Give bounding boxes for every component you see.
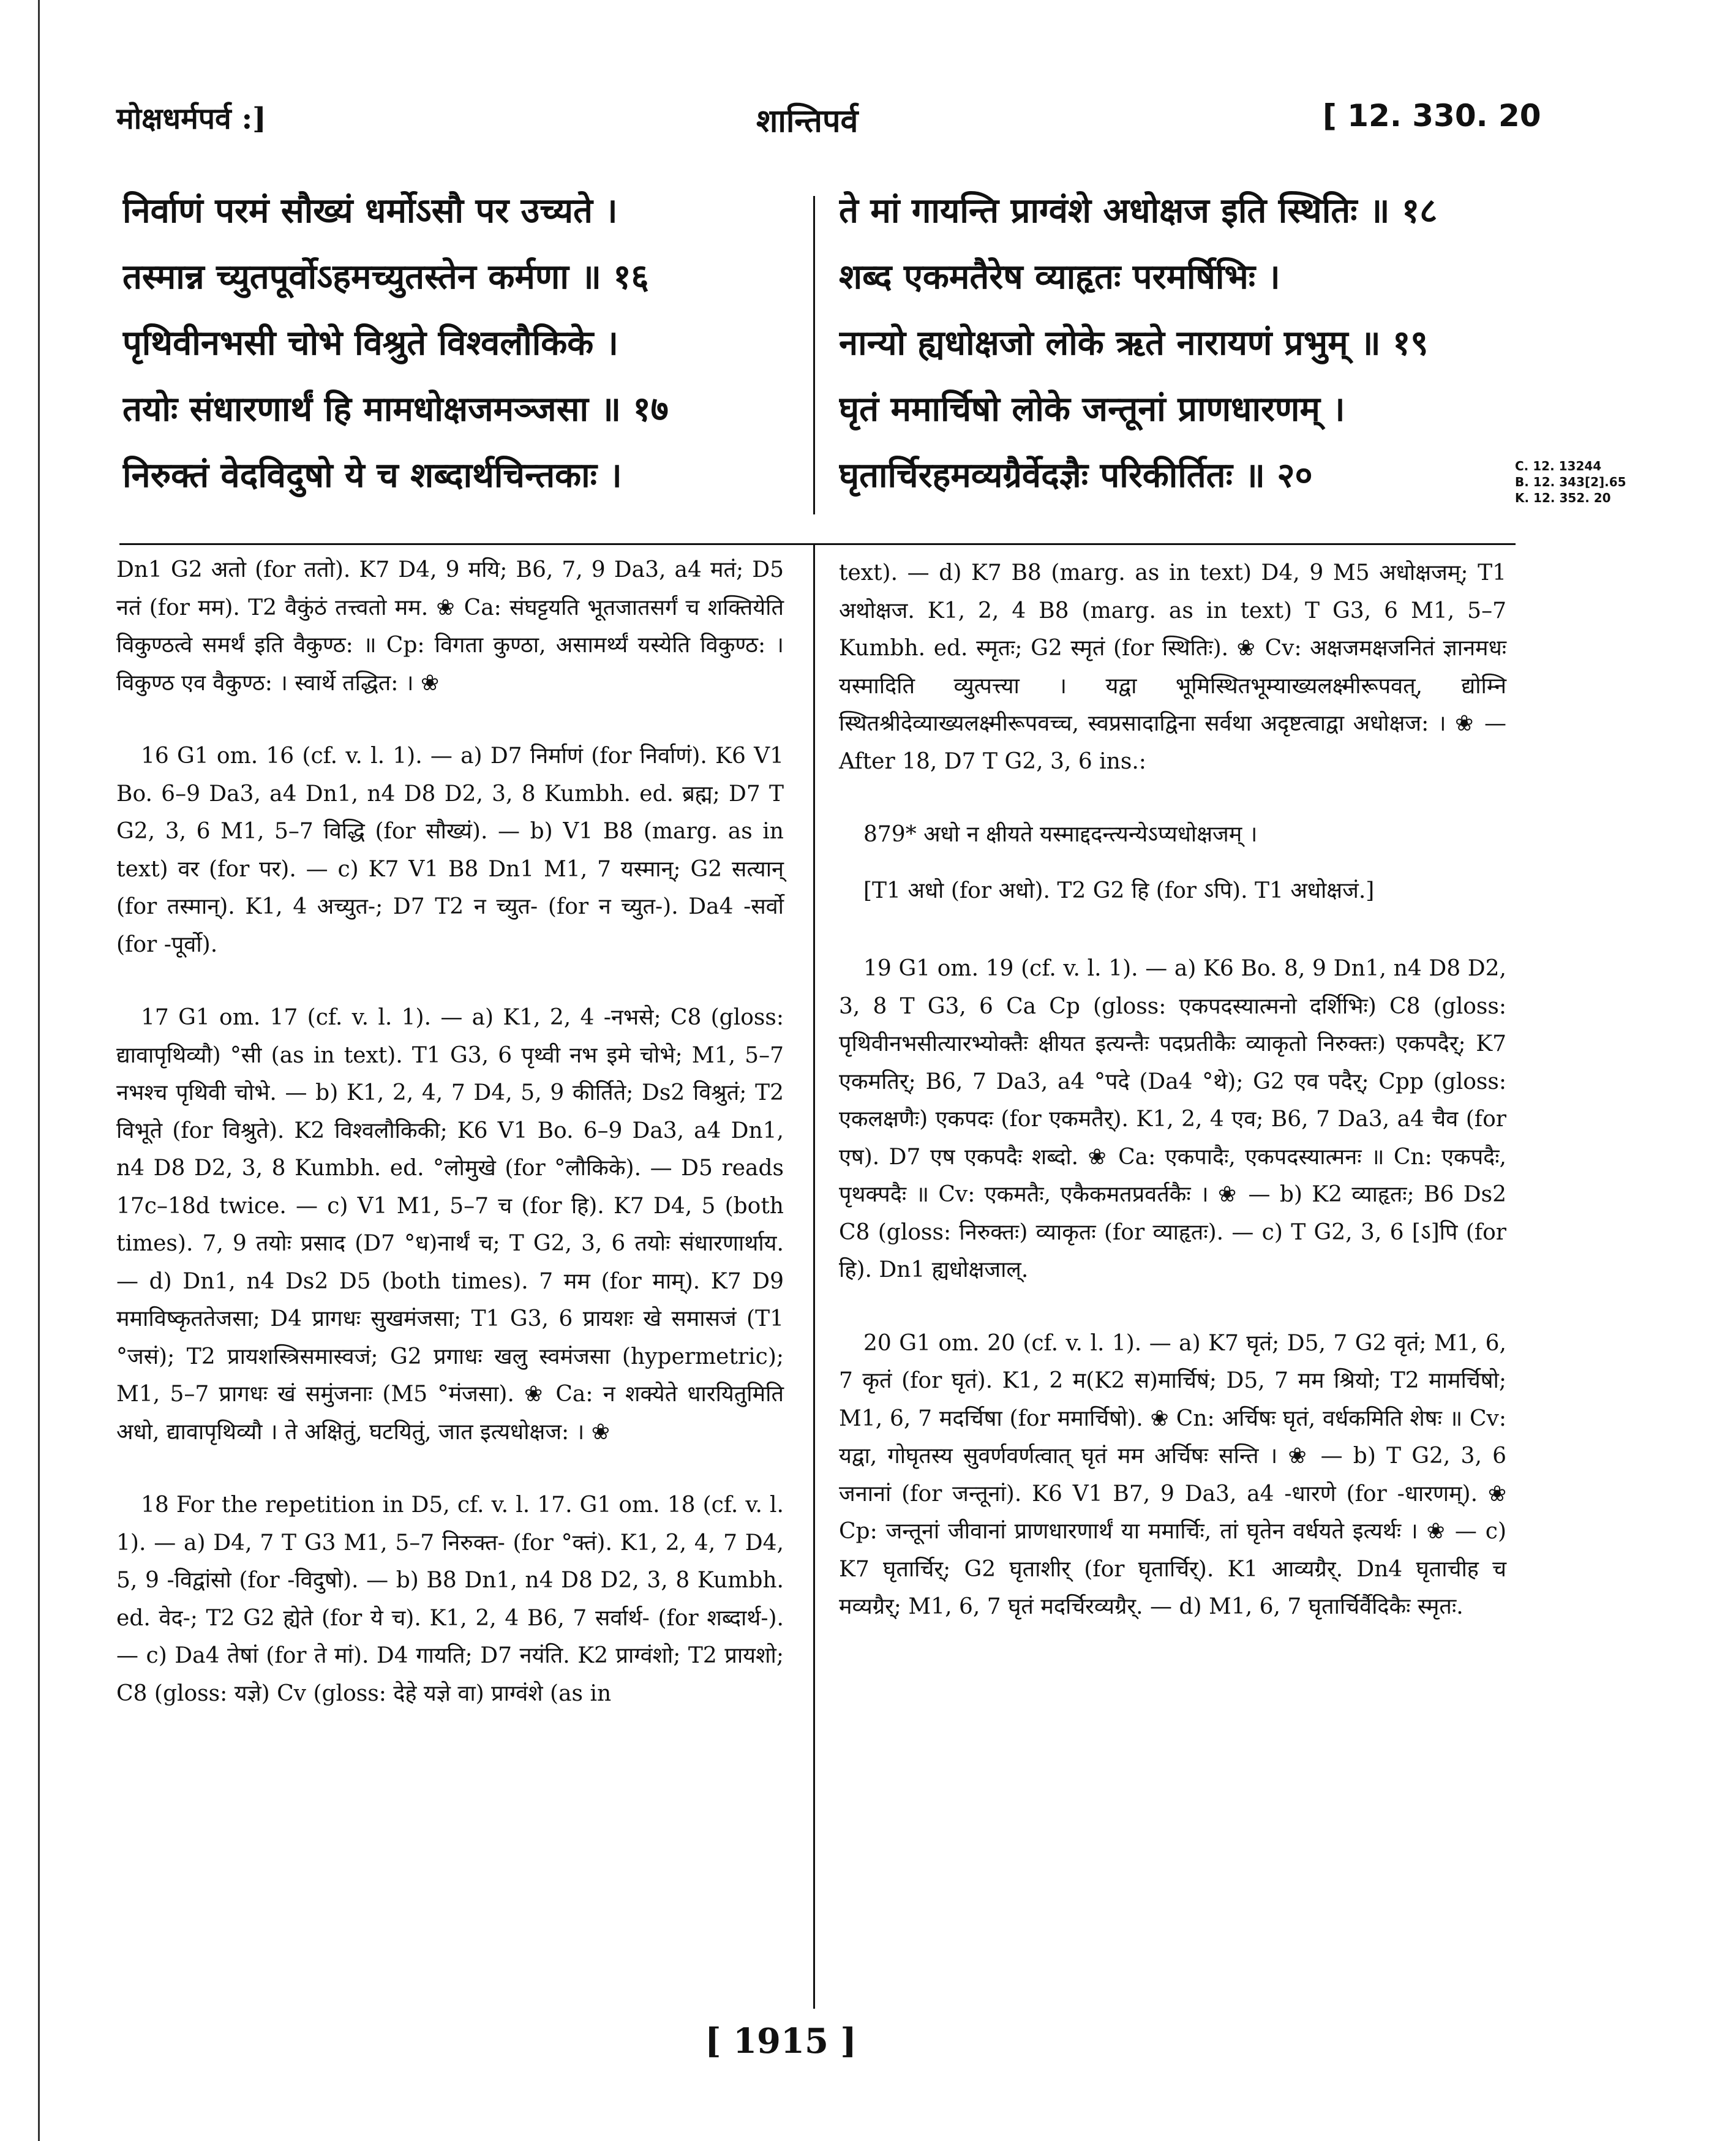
apparatus-column-left bbox=[116, 551, 784, 1748]
page-number: [ 1915 ] bbox=[705, 2021, 857, 2061]
concordance-calcutta: C. 12. 13244 bbox=[1515, 459, 1602, 473]
running-head-left: मोक्षधर्मपर्व :] bbox=[116, 102, 266, 136]
apparatus-entry-17: 17 G1 om. 17 (cf. v. l. 1). — a) K1, 2, 4 -नभसे; C8 (gloss: द्यावापृथिव्यौ) °सी (as in text). T1 G3, 6 पृथ्वी नभ इमे चोभे; M1, 5–7 नभश्च पृथिवी चोभे. — b) K1, 2, 4, 7 D4, 5, 9 कीर्तिते; Ds2 विश्रुतं; T2 विभूते (for विश्रुते). K2 विश्वलौकिकी; K6 V1 Bo. 6–9 Da3, a4 Dn1, n4 D8 D2, 3, 8 Kumbh. ed. °लोमुखे (for °लौकिके). — D5 reads 17c–18d twice. — c) V1 M1, 5–7 च (for हि). K7 D4, 5 (both times). 7, 9 तयोः प्रसाद (D7 °ध)नार्थं च; T G2, 3, 6 तयोः संधारणार्थाय. — d) Dn1, n4 Ds2 D5 (both times). 7 मम (for माम्). K7 D9 ममाविष्कृततेजसा; D4 प्रागधः सुखमंजसा; T1 G3, 6 प्रायशः खे समासजं (T1 °जसं); T2 प्रायशस्त्रिसमास्वजं; G2 प्रगाधः खलु स्वमंजसा (hypermetric); M1, 5–7 प्रागधः खं समुंजनाः (M5 °मंजसा). ❀ Ca: न शक्येते धारयितुमिति अधो, द्यावापृथिव्यौ । ते अक्षितुं, घटयितुं, जात इत्यधोक्षज: । ❀ bbox=[116, 1005, 784, 1445]
verse-line: ते मां गायन्ति प्राग्वंशे अधोक्षज इति स्थितिः ॥ १८ bbox=[839, 190, 1438, 231]
apparatus-entry-20: 20 G1 om. 20 (cf. v. l. 1). — a) K7 घृतं; D5, 7 G2 वृतं; M1, 6, 7 कृतं (for घृतं). K1, 2 म(K2 स)मार्चिषं; D5, 7 मम श्रियो; T2 मामर्चिषो; M1, 6, 7 मदर्चिषा (for ममार्चिषो). ❀ Cn: अर्चिषः घृतं, वर्धकमिति शेषः ॥ Cv: यद्वा, गोघृतस्य सुवर्णवर्णत्वात् घृतं मम अर्चिषः सन्ति । ❀ — b) T G2, 3, 6 जनानां (for जन्तूनां). K6 V1 B7, 9 Da3, a4 -धारणे (for -धारणम्). ❀ Cp: जन्तूनां जीवानां प्राणधारणार्थं या ममार्चिः, तां घृतेन वर्धयते इत्यर्थः । ❀ — c) K7 घृतार्चिर्; G2 घृताशीर् (for घृतार्चिर्). K1 आव्यग्रैर्. Dn4 घृताचीह च मव्यग्रैर्; M1, 6, 7 घृतं मदर्चिरव्यग्रैर्. — d) M1, 6, 7 घृतार्चिर्वैदिकैः स्मृतः. bbox=[839, 1330, 1506, 1619]
concordance-references bbox=[1515, 458, 1626, 506]
verse-line: नान्यो ह्यधोक्षजो लोके ऋते नारायणं प्रभुम् ॥ १९ bbox=[839, 323, 1429, 363]
concordance-kumbhakonam: K. 12. 352. 20 bbox=[1515, 491, 1611, 505]
apparatus-column-right bbox=[839, 554, 1506, 1661]
page-edge-rule bbox=[38, 0, 40, 2141]
apparatus-column-divider bbox=[813, 545, 815, 2009]
verse-line: घृतं ममार्चिषो लोके जन्तूनां प्राणधारणम् । bbox=[839, 389, 1345, 429]
running-head-right: [ 12. 330. 20 bbox=[1323, 98, 1541, 134]
apparatus-entry-18: 18 For the repetition in D5, cf. v. l. 17. G1 om. 18 (cf. v. l. 1). — a) D4, 7 T G3 M1, 5–7 निरुक्त- (for °क्तं). K1, 2, 4, 7 D4, 5, 9 -विद्वांसो (for -विदुषो). — b) B8 Dn1, n4 D8 D2, 3, 8 Kumbh. ed. वेद-; T2 G2 ह्येते (for ये च). K1, 2, 4 B6, 7 सर्वार्थ- (for शब्दार्थ-). — c) Da4 तेषां (for ते मां). D4 गायति; D7 नयंति. K2 प्राग्वंशो; T2 प्रायशो; C8 (gloss: यज्ञे) Cv (gloss: देहे यज्ञे वा) प्राग्वंशे (as in bbox=[116, 1492, 784, 1706]
concordance-bombay: B. 12. 343[2].65 bbox=[1515, 475, 1626, 489]
verse-column-divider bbox=[813, 196, 815, 514]
star-passage-text: अधो न क्षीयते यस्माद्ददन्त्यन्येऽप्यधोक्षजम् । bbox=[923, 822, 1258, 847]
verse-line: निरुक्तं वेदविदुषो ये च शब्दार्थचिन्तकाः । bbox=[122, 455, 622, 495]
star-passage-variants: [T1 अधो (for अधो). T2 G2 हि (for ऽपि). T1 अधोक्षजं.] bbox=[863, 878, 1375, 903]
star-passage-879 bbox=[863, 816, 1506, 854]
apparatus-entry-19: 19 G1 om. 19 (cf. v. l. 1). — a) K6 Bo. 8, 9 Dn1, n4 D8 D2, 3, 8 T G3, 6 Ca Cp (gloss: एकपदस्यात्मनो दर्शिभिः) C8 (gloss: पृथिवीनभसीत्यारभ्योक्तैः क्षीयत इत्यन्तैः पदप्रतीकैः व्याकृतो निरुक्तः) एकपदैर्; K7 एकमतिर्; B6, 7 Da3, a4 °पदे (Da4 °थे); G2 एव पदैर्; Cpp (gloss: एकलक्षणैः) एकपदः (for एकमतैर्). K1, 2, 4 एव; B6, 7 Da3, a4 चैव (for एष). D7 एष एकपदैः शब्दो. ❀ Ca: एकपादैः, एकपदस्यात्मनः ॥ Cn: एकपदैः, पृथक्पदैः ॥ Cv: एकमतैः, एकैकमतप्रवर्तकैः । ❀ — b) K2 व्याहृतः; B6 Ds2 C8 (gloss: निरुक्तः) व्याकृतः (for व्याहृतः). — c) T G2, 3, 6 [ऽ]पि (for हि). Dn1 ह्यधोक्षजाल्. bbox=[839, 956, 1506, 1282]
verse-line: घृतार्चिरहमव्यग्रैर्वेदज्ञैः परिकीर्तितः ॥ २० bbox=[839, 455, 1313, 495]
running-head-center: शान्तिपर्व bbox=[756, 102, 859, 140]
verse-line: निर्वाणं परमं सौख्यं धर्मोऽसौ पर उच्यते । bbox=[122, 190, 618, 231]
star-passage-number: 879* bbox=[863, 822, 917, 847]
apparatus-entry-16: 16 G1 om. 16 (cf. v. l. 1). — a) D7 निर्माणं (for निर्वाणं). K6 V1 Bo. 6–9 Da3, a4 Dn1, n4 D8 D2, 3, 8 Kumbh. ed. ब्रह्म; D7 T G2, 3, 6 M1, 5–7 विद्धि (for सौख्यं). — b) V1 B8 (marg. as in text) वर (for पर). — c) K7 V1 B8 Dn1 M1, 7 यस्मान्; G2 सत्यान् (for तस्मान्). K1, 4 अच्युत-; D7 T2 न च्युत- (for न च्युत-). Da4 -सर्वो (for -पूर्वो). bbox=[116, 743, 784, 957]
apparatus-entry: Dn1 G2 अतो (for ततो). K7 D4, 9 मयि; B6, 7, 9 Da3, a4 मतं; D5 नतं (for मम). T2 वैकुंठं तत्त्वतो मम. ❀ Ca: संघट्टयति भूतजातसर्गं च शक्तियेति विकुण्ठत्वे समर्थं इति वैकुण्ठ: ॥ Cp: विगता कुण्ठा, असामर्थ्यं यस्येति विकुण्ठ: । विकुण्ठ एव वैकुण्ठ: । स्वार्थे तद्धित: । ❀ bbox=[116, 557, 784, 696]
verse-line: शब्द एकमतैरेष व्याहृतः परमर्षिभिः । bbox=[839, 257, 1280, 297]
verse-line: तस्मान्न च्युतपूर्वोऽहमच्युतस्तेन कर्मणा ॥ १६ bbox=[122, 257, 649, 297]
text-apparatus-divider bbox=[119, 543, 1516, 545]
verse-column-right bbox=[839, 178, 1519, 508]
verse-line: तयोः संधारणार्थं हि मामधोक्षजमञ्जसा ॥ १७ bbox=[122, 389, 669, 429]
verse-line: पृथिवीनभसी चोभे विश्रुते विश्वलौकिके । bbox=[122, 323, 618, 363]
apparatus-entry: text). — d) K7 B8 (marg. as in text) D4, 9 M5 अधोक्षजम्; T1 अथोक्षज. K1, 2, 4 B8 (marg. as in text) T G3, 6 M1, 5–7 Kumbh. ed. स्मृतः; G2 स्मृतं (for स्थितिः). ❀ Cv: अक्षजमक्षजनितं ज्ञानमधः यस्मादिति व्युत्पत्त्या । यद्वा भूमिस्थितभूम्याख्यलक्ष्मीरूपवत्, द्योम्नि स्थितश्रीदेव्याख्यलक्ष्मीरूपवच्च, स्वप्रसादाद्विना सर्वथा अदृष्टत्वाद्वा अधोक्षज: । ❀ — After 18, D7 T G2, 3, 6 ins.: bbox=[839, 560, 1506, 774]
verse-column-left bbox=[122, 178, 814, 508]
